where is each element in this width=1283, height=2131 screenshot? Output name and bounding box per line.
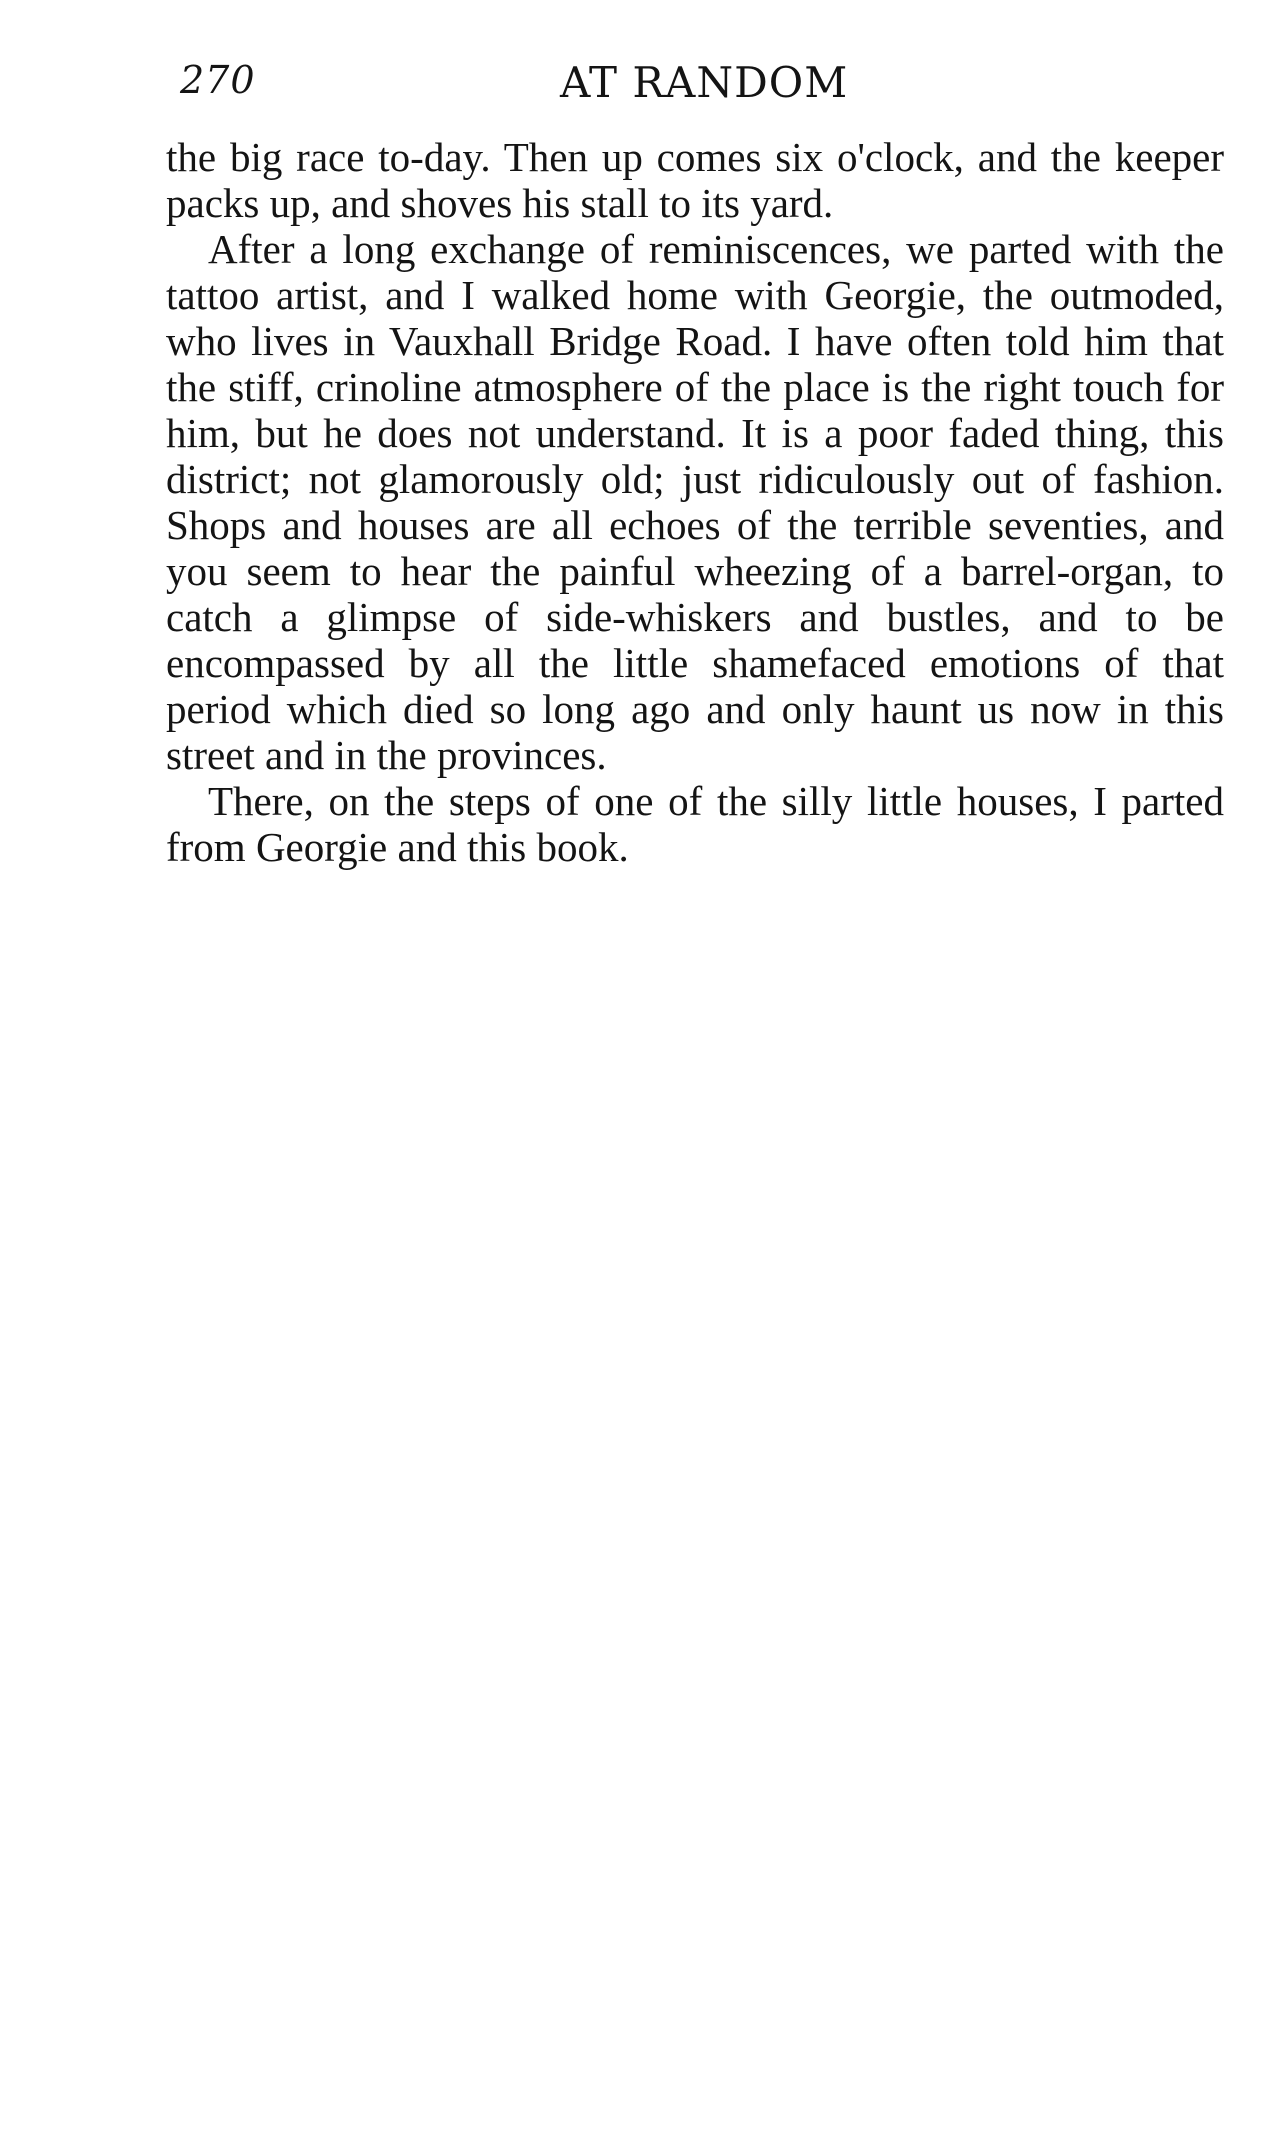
paragraph-reminiscences: After a long exchange of reminiscences, we parted with the tattoo artist, and I walked home with Georgie, the outmoded, who lives in Vauxhall Bridge Road. I have often told him that the stiff, crinoline atmosphere of the place is the right touch for him, but he does not understand. It is a poor faded thing, this district; not glamorously old; just ridiculously out of fashion. Shops and houses are all echoes of the terrible seventies, and you seem to hear the painful wheezing of a barrel-organ, to catch a glimpse of side-whiskers and bustles, and to be encompassed by all the little shamefaced emotions of that period which died so long ago and only haunt us now in this street and in the provinces. [166, 226, 1224, 778]
body-text [166, 134, 1224, 870]
running-head [180, 58, 1230, 114]
paragraph-closing: There, on the steps of one of the silly little houses, I parted from Georgie and this book. [166, 778, 1224, 870]
page-number: 270 [180, 58, 256, 102]
paragraph-continuation: the big race to-day. Then up comes six o'clock, and the keeper packs up, and shoves his stall to its yard. [166, 134, 1224, 226]
running-title: AT RANDOM [560, 58, 849, 107]
